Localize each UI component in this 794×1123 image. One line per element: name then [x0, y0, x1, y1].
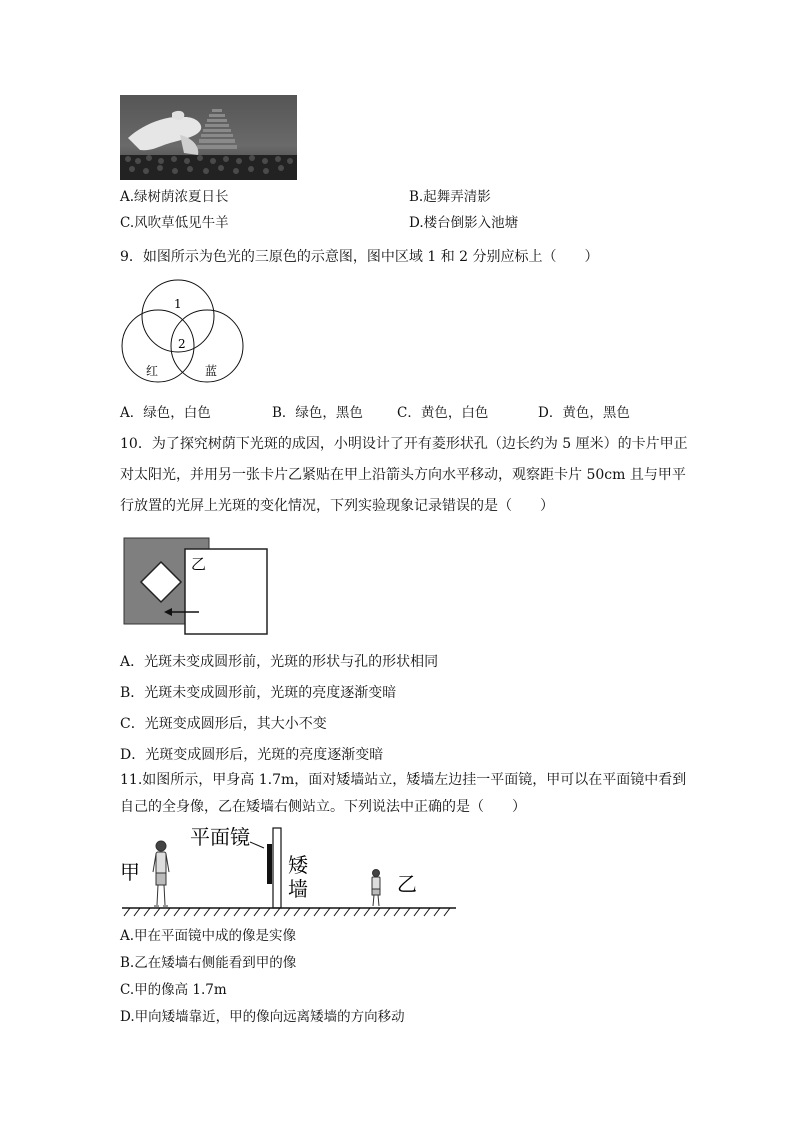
card-diagram: [122, 536, 272, 638]
q11-stem-line2: 自己的全身像，乙在矮墙右侧站立。下列说法中正确的是（ ）: [120, 799, 526, 815]
q9-option-d: D．黄色，黑色: [538, 405, 630, 421]
q9-option-a: A．绿色，白色: [120, 405, 211, 421]
q8-option-b: B.起舞弄清影: [409, 189, 491, 205]
card-label-b: 乙: [191, 555, 207, 573]
q10-option-b: B．光斑未变成圆形前，光斑的亮度逐渐变暗: [120, 685, 397, 701]
venn-label-red: 红: [146, 364, 159, 378]
venn-region-1: 1: [174, 297, 182, 311]
q11-option-b: B.乙在矮墙右侧能看到甲的像: [120, 955, 297, 971]
q10-stem-line2: 对太阳光，并用另一张卡片乙紧贴在甲上沿箭头方向水平移动，观察距卡片 50cm 且与甲平: [120, 467, 686, 483]
q8-option-d: D.楼台倒影入池塘: [409, 215, 519, 231]
q8-option-c: C.风吹草低见牛羊: [120, 215, 229, 231]
mirror-wall-diagram: [118, 822, 460, 922]
venn-region-2: 2: [178, 337, 186, 351]
mirror-label: 平面镜: [190, 825, 250, 849]
q11-option-a: A.甲在平面镜中成的像是实像: [120, 928, 297, 944]
q11-stem-line1: 11.如图所示，甲身高 1.7m，面对矮墙站立，矮墙左边挂一平面镜，甲可以在平面镜中看到: [120, 772, 687, 788]
low-wall: [273, 828, 281, 908]
person-a-label: 甲: [120, 860, 140, 884]
dance-photo: [120, 95, 297, 180]
wall-label-2: 墙: [288, 877, 308, 901]
q11-option-d: D.甲向矮墙靠近，甲的像向远离矮墙的方向移动: [120, 1009, 405, 1025]
person-a-figure: [153, 841, 169, 906]
q9-option-c: C．黄色，白色: [397, 405, 489, 421]
q10-option-c: C．光斑变成圆形后，其大小不变: [120, 716, 327, 732]
q8-option-a: A.绿树荫浓夏日长: [120, 189, 229, 205]
q10-option-a: A．光斑未变成圆形前，光斑的形状与孔的形状相同: [120, 654, 439, 670]
q10-option-d: D．光斑变成圆形后，光斑的亮度逐渐变暗: [120, 747, 384, 763]
plane-mirror: [267, 844, 272, 884]
person-b-label: 乙: [397, 872, 417, 896]
person-b-figure: [372, 870, 380, 907]
venn-label-blue: 蓝: [205, 364, 218, 378]
q10-stem-line1: 10．为了探究树荫下光斑的成因，小明设计了开有菱形状孔（边长约为 5 厘米）的卡片甲正: [120, 436, 688, 452]
q9-stem: 9．如图所示为色光的三原色的示意图，图中区域 1 和 2 分别应标上（ ）: [120, 249, 599, 265]
wall-label-1: 矮: [288, 853, 308, 877]
q11-option-c: C.甲的像高 1.7m: [120, 982, 227, 998]
color-venn-diagram: [118, 278, 248, 390]
q10-stem-line3: 行放置的光屏上光斑的变化情况，下列实验现象记录错误的是（ ）: [120, 498, 554, 514]
q9-option-b: B．绿色，黑色: [272, 405, 363, 421]
